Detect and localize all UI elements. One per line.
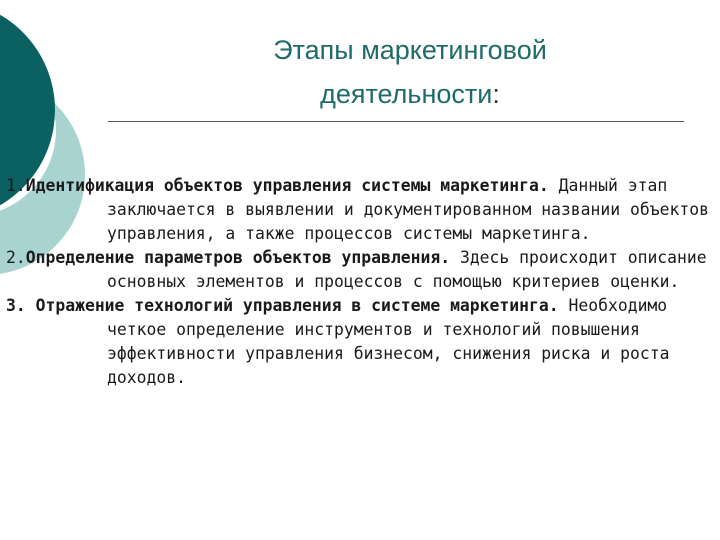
title-line-2 [160,72,660,116]
title-colon: : [492,79,500,109]
title-line-1: Этапы маркетинговой [273,35,547,65]
title-line-2-text: деятельности [320,79,493,109]
item-text: Необходимо четкое определение инструментов и технологий повышения эффективности управления бизнесом, снижения риска и роста доходов. [107,296,670,387]
item-number: 3. [6,296,36,315]
item-heading: Идентификация объектов управления системы маркетинга. [25,176,549,195]
slide-title [160,28,660,116]
list-item [6,294,712,390]
item-text: Данный этап заключается в выявлении и документированном названии объектов управления, а также процессов системы маркетинга. [107,176,709,243]
item-text: Здесь происходит описание основных элементов и процессов с помощью критериев оценки. [107,248,707,291]
item-number: 2. [6,248,26,267]
list-item [6,246,712,294]
item-number: 1. [6,176,26,195]
stages-list [6,174,712,390]
title-divider [108,121,684,122]
item-heading: Определение параметров объектов управления. [25,248,451,267]
item-heading: Отражение технологий управления в системе маркетинга. [35,296,559,315]
list-item [6,174,712,246]
